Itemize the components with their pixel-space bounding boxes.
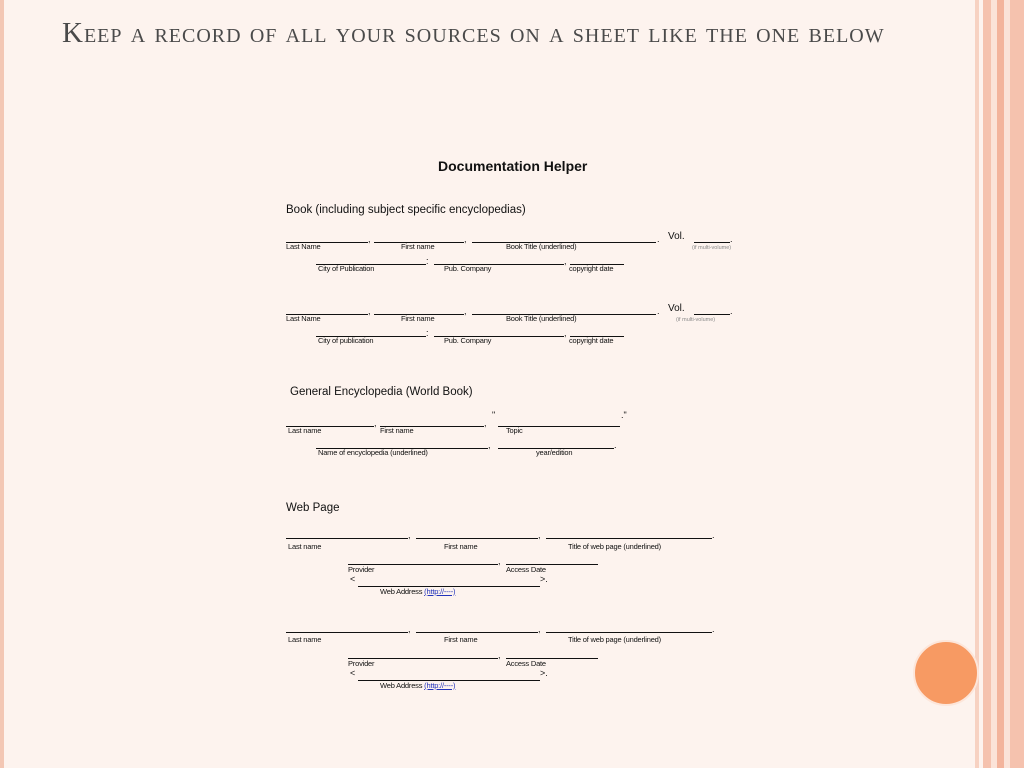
city-label: City of publication bbox=[318, 336, 374, 345]
year-edition-label: year/edition bbox=[536, 448, 573, 457]
documentation-helper-sheet bbox=[278, 150, 758, 710]
access-date-label: Access Date bbox=[506, 659, 546, 668]
slide-title: Keep a record of all your sources on a sheet like the one below bbox=[62, 17, 885, 49]
left-edge-stripe bbox=[0, 0, 4, 768]
period: . bbox=[712, 530, 715, 540]
last-name-label: Last name bbox=[288, 635, 322, 644]
colon: : bbox=[426, 256, 429, 266]
provider-label: Provider bbox=[348, 659, 375, 668]
first-name-label: First name bbox=[380, 426, 414, 435]
colon: : bbox=[426, 328, 429, 338]
comma: , bbox=[538, 624, 541, 634]
provider-label: Provider bbox=[348, 565, 375, 574]
period: . bbox=[614, 440, 617, 450]
period: . bbox=[657, 234, 660, 244]
comma: , bbox=[498, 650, 501, 660]
last-name-label: Last name bbox=[288, 542, 322, 551]
web-section-heading: Web Page bbox=[286, 502, 340, 514]
web-address-label bbox=[380, 681, 455, 690]
accent-circle bbox=[913, 640, 979, 706]
right-stripe-6 bbox=[1010, 0, 1024, 768]
topic-label: Topic bbox=[506, 426, 523, 435]
web-title-label: Title of web page (underlined) bbox=[568, 635, 661, 644]
period: . bbox=[730, 234, 733, 244]
comma: , bbox=[564, 256, 567, 266]
encyclopedia-section-heading: General Encyclopedia (World Book) bbox=[290, 386, 473, 398]
first-name-label: First name bbox=[401, 242, 435, 251]
open-angle: < bbox=[350, 668, 356, 678]
last-name-label: Last Name bbox=[286, 314, 321, 323]
copyright-label: copyright date bbox=[569, 264, 614, 273]
first-name-label: First name bbox=[444, 635, 478, 644]
vol-note: (if multi-volume) bbox=[692, 245, 732, 251]
book-section-heading: Book (including subject specific encyclopedias) bbox=[286, 204, 526, 216]
comma: , bbox=[368, 234, 371, 244]
last-name-line bbox=[286, 632, 408, 633]
first-name-line bbox=[416, 632, 538, 633]
vol-line bbox=[694, 242, 730, 243]
web-title-line bbox=[546, 538, 712, 539]
comma: , bbox=[368, 306, 371, 316]
pub-company-label: Pub. Company bbox=[444, 336, 492, 345]
period: . bbox=[730, 306, 733, 316]
book-title-label: Book Title (underlined) bbox=[506, 314, 577, 323]
sheet-heading: Documentation Helper bbox=[438, 158, 588, 174]
comma: , bbox=[484, 418, 487, 428]
web-title-line bbox=[546, 632, 712, 633]
open-quote: " bbox=[492, 410, 496, 420]
url-hint: (http://----) bbox=[424, 681, 456, 690]
comma: , bbox=[464, 306, 467, 316]
comma: , bbox=[408, 530, 411, 540]
url-hint: (http://----) bbox=[424, 587, 456, 596]
web-address-text: Web Address bbox=[380, 587, 423, 596]
last-name-label: Last name bbox=[288, 426, 322, 435]
period: . bbox=[657, 306, 660, 316]
open-angle: < bbox=[350, 574, 356, 584]
vol-line bbox=[694, 314, 730, 315]
copyright-label: copyright date bbox=[569, 336, 614, 345]
last-name-label: Last Name bbox=[286, 242, 321, 251]
first-name-line bbox=[416, 538, 538, 539]
comma: , bbox=[498, 556, 501, 566]
web-title-label: Title of web page (underlined) bbox=[568, 542, 661, 551]
vol-note: (if multi-volume) bbox=[676, 317, 716, 323]
comma: , bbox=[374, 418, 377, 428]
comma: , bbox=[464, 234, 467, 244]
comma: , bbox=[408, 624, 411, 634]
right-stripe-1 bbox=[975, 0, 979, 768]
close-quote: ." bbox=[621, 410, 627, 420]
vol-label: Vol. bbox=[668, 231, 685, 242]
first-name-label: First name bbox=[401, 314, 435, 323]
close-angle: >. bbox=[540, 574, 548, 584]
right-stripe-4 bbox=[997, 0, 1004, 768]
comma: , bbox=[538, 530, 541, 540]
city-label: City of Publication bbox=[318, 264, 375, 273]
close-angle: >. bbox=[540, 668, 548, 678]
web-address-text: Web Address bbox=[380, 681, 423, 690]
pub-company-label: Pub. Company bbox=[444, 264, 492, 273]
web-address-label bbox=[380, 587, 455, 596]
first-name-label: First name bbox=[444, 542, 478, 551]
period: . bbox=[712, 624, 715, 634]
right-stripe-2 bbox=[983, 0, 991, 768]
book-title-label: Book Title (underlined) bbox=[506, 242, 577, 251]
last-name-line bbox=[286, 538, 408, 539]
encyclopedia-name-label: Name of encyclopedia (underlined) bbox=[318, 448, 428, 457]
comma: , bbox=[564, 328, 567, 338]
comma: , bbox=[488, 440, 491, 450]
access-date-label: Access Date bbox=[506, 565, 546, 574]
vol-label: Vol. bbox=[668, 303, 685, 314]
